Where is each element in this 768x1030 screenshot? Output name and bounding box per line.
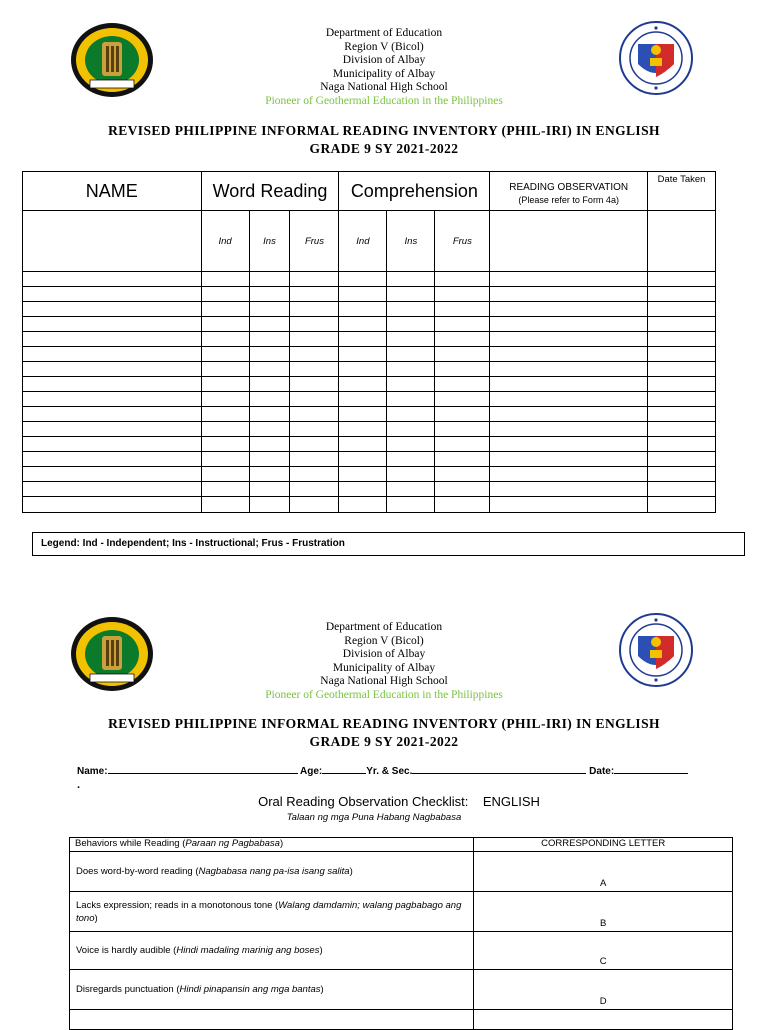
table-cell[interactable] [23, 482, 202, 497]
table-cell[interactable] [339, 287, 387, 302]
table-cell[interactable] [490, 302, 648, 317]
table-cell[interactable] [339, 272, 387, 287]
title-line-1: REVISED PHILIPPINE INFORMAL READING INVENTORY (PHIL-IRI) IN ENGLISH [108, 123, 660, 138]
table-cell[interactable] [490, 377, 648, 392]
name-subcell [23, 211, 202, 272]
table-cell[interactable] [648, 332, 716, 347]
checklist-title-lang: ENGLISH [482, 794, 540, 809]
table-cell[interactable] [387, 362, 435, 377]
table-cell[interactable] [201, 497, 249, 513]
checklist-row [70, 1010, 733, 1030]
title-line-2: GRADE 9 SY 2021-2022 [309, 141, 459, 156]
table-cell[interactable] [249, 362, 290, 377]
table-cell[interactable] [23, 392, 202, 407]
document-title-2 [0, 715, 768, 751]
table-cell[interactable] [387, 272, 435, 287]
date-taken-header: Date Taken [648, 172, 716, 211]
table-cell[interactable] [490, 437, 648, 452]
age-blank[interactable] [322, 763, 366, 774]
table-row [23, 467, 716, 482]
checklist-title-main: Oral Reading Observation Checklist: [258, 794, 469, 809]
table-cell[interactable] [339, 317, 387, 332]
table-cell[interactable] [201, 407, 249, 422]
table-cell[interactable] [387, 422, 435, 437]
table-cell[interactable] [290, 377, 339, 392]
table-cell[interactable] [23, 287, 202, 302]
table-cell[interactable] [290, 347, 339, 362]
table-cell[interactable] [249, 317, 290, 332]
corresponding-letter: A [474, 852, 733, 892]
table-cell[interactable] [339, 467, 387, 482]
table-cell[interactable] [23, 407, 202, 422]
table-cell[interactable] [339, 407, 387, 422]
table-cell[interactable] [435, 437, 490, 452]
table-cell[interactable] [387, 287, 435, 302]
table-cell[interactable] [490, 452, 648, 467]
word-reading-header: Word Reading [201, 172, 339, 211]
table-cell[interactable] [201, 362, 249, 377]
word-ins-header: Ins [249, 211, 290, 272]
table-cell[interactable] [435, 362, 490, 377]
table-cell[interactable] [648, 407, 716, 422]
table-cell[interactable] [387, 452, 435, 467]
table-cell[interactable] [249, 287, 290, 302]
table-cell[interactable] [435, 287, 490, 302]
word-frus-header: Frus [290, 211, 339, 272]
table-cell[interactable] [249, 482, 290, 497]
table-cell[interactable] [490, 287, 648, 302]
table-row [23, 497, 716, 513]
table-cell[interactable] [387, 407, 435, 422]
checklist-subtitle: Talaan ng mga Puna Habang Nagbabasa [286, 812, 462, 823]
table-cell[interactable] [339, 497, 387, 513]
behaviors-header: Behaviors while Reading (Paraan ng Pagbabasa) [70, 838, 474, 852]
table-cell[interactable] [23, 377, 202, 392]
corresponding-letter: C [474, 932, 733, 970]
table-cell[interactable] [23, 467, 202, 482]
table-cell[interactable] [435, 377, 490, 392]
header-line-1: Department of Education [325, 621, 443, 633]
table-cell[interactable] [201, 272, 249, 287]
checklist-table [69, 837, 733, 1030]
table-row [23, 407, 716, 422]
table-cell[interactable] [648, 362, 716, 377]
table-cell[interactable] [290, 482, 339, 497]
table-cell[interactable] [648, 497, 716, 513]
table-cell[interactable] [387, 482, 435, 497]
table-cell[interactable] [387, 317, 435, 332]
checklist-cell [474, 1010, 733, 1030]
header-line-5: Naga National High School [320, 81, 448, 93]
table-cell[interactable] [339, 377, 387, 392]
table-cell[interactable] [339, 392, 387, 407]
behavior-text: Voice is hardly audible (Hindi madaling marinig ang boses) [70, 932, 474, 970]
table-row [23, 317, 716, 332]
table-cell[interactable] [490, 422, 648, 437]
observation-subcell [490, 211, 648, 272]
table-cell[interactable] [290, 392, 339, 407]
header-line-4: Municipality of Albay [332, 67, 436, 80]
table-row [23, 422, 716, 437]
table-cell[interactable] [339, 482, 387, 497]
table-cell[interactable] [648, 467, 716, 482]
table-cell[interactable] [435, 317, 490, 332]
table-cell[interactable] [290, 437, 339, 452]
table-cell[interactable] [290, 467, 339, 482]
stray-dot: . [77, 779, 81, 791]
table-row [23, 332, 716, 347]
checklist-row [70, 970, 733, 1010]
table-cell[interactable] [201, 287, 249, 302]
table-cell[interactable] [23, 452, 202, 467]
checklist-row [70, 892, 733, 932]
table-cell[interactable] [490, 272, 648, 287]
agency-header [0, 27, 768, 108]
table-cell[interactable] [201, 332, 249, 347]
table-cell[interactable] [387, 302, 435, 317]
comp-ind-header: Ind [339, 211, 387, 272]
corresponding-letter-header: CORRESPONDING LETTER [474, 838, 733, 852]
table-cell[interactable] [249, 377, 290, 392]
table-cell[interactable] [490, 347, 648, 362]
document-title [0, 122, 768, 158]
table-cell[interactable] [23, 317, 202, 332]
table-cell[interactable] [23, 272, 202, 287]
table-cell[interactable] [648, 377, 716, 392]
name-header: NAME [23, 172, 202, 211]
table-row [23, 392, 716, 407]
table-cell[interactable] [435, 407, 490, 422]
table-cell[interactable] [648, 347, 716, 362]
table-cell[interactable] [23, 422, 202, 437]
checklist-title [0, 794, 768, 809]
header-line-3: Division of Albay [342, 648, 426, 660]
table-cell[interactable] [387, 392, 435, 407]
table-cell[interactable] [249, 452, 290, 467]
table-cell[interactable] [648, 392, 716, 407]
table-cell[interactable] [490, 362, 648, 377]
table-row [23, 482, 716, 497]
table-cell[interactable] [339, 347, 387, 362]
table-cell[interactable] [290, 317, 339, 332]
title-line-2: GRADE 9 SY 2021-2022 [309, 734, 459, 749]
table-cell[interactable] [387, 347, 435, 362]
table-row [23, 347, 716, 362]
name-label: Name: [77, 766, 108, 777]
student-info-line [77, 763, 688, 777]
table-cell[interactable] [201, 302, 249, 317]
behavior-text: Does word-by-word reading (Nagbabasa nang pa-isa isang salita) [70, 852, 474, 892]
table-row [23, 302, 716, 317]
table-cell[interactable] [23, 437, 202, 452]
table-cell[interactable] [201, 377, 249, 392]
yr-sec-blank[interactable] [412, 763, 586, 774]
table-cell[interactable] [435, 467, 490, 482]
table-cell[interactable] [249, 332, 290, 347]
table-cell[interactable] [249, 272, 290, 287]
title-line-1: REVISED PHILIPPINE INFORMAL READING INVENTORY (PHIL-IRI) IN ENGLISH [108, 716, 660, 731]
header-line-4: Municipality of Albay [332, 661, 436, 674]
agency-header-2 [0, 621, 768, 702]
table-cell[interactable] [490, 407, 648, 422]
table-cell[interactable] [249, 467, 290, 482]
header-line-3: Division of Albay [342, 54, 426, 66]
comprehension-header: Comprehension [339, 172, 490, 211]
table-cell[interactable] [339, 332, 387, 347]
table-cell[interactable] [387, 467, 435, 482]
table-cell[interactable] [201, 452, 249, 467]
table-cell[interactable] [23, 497, 202, 513]
table-cell[interactable] [201, 422, 249, 437]
table-cell[interactable] [290, 452, 339, 467]
table-cell[interactable] [490, 317, 648, 332]
table-cell[interactable] [435, 302, 490, 317]
header-line-2: Region V (Bicol) [344, 40, 424, 53]
behavior-text: Lacks expression; reads in a monotonous tone (Walang damdamin; walang pagbabago ang tono) [70, 892, 474, 932]
table-cell[interactable] [435, 497, 490, 513]
table-cell[interactable] [435, 392, 490, 407]
table-cell[interactable] [387, 497, 435, 513]
table-cell[interactable] [290, 422, 339, 437]
table-cell[interactable] [339, 422, 387, 437]
header-pioneer: Pioneer of Geothermal Education in the Philippines [265, 688, 503, 701]
blank-rows [23, 272, 716, 513]
corresponding-letter: D [474, 970, 733, 1010]
table-cell[interactable] [23, 302, 202, 317]
table-cell[interactable] [490, 482, 648, 497]
table-cell[interactable] [648, 302, 716, 317]
observation-line-1: READING OBSERVATION [509, 182, 629, 193]
table-cell[interactable] [290, 362, 339, 377]
table-cell[interactable] [23, 347, 202, 362]
table-cell[interactable] [648, 437, 716, 452]
comp-ins-header: Ins [387, 211, 435, 272]
header-pioneer: Pioneer of Geothermal Education in the Philippines [265, 94, 503, 107]
date-label: Date: [589, 766, 615, 777]
table-cell[interactable] [339, 452, 387, 467]
table-cell[interactable] [435, 422, 490, 437]
table-cell[interactable] [435, 272, 490, 287]
table-cell[interactable] [290, 332, 339, 347]
table-cell[interactable] [249, 347, 290, 362]
observation-line-2: (Please refer to Form 4a) [518, 195, 619, 205]
header-line-2: Region V (Bicol) [344, 634, 424, 647]
table-cell[interactable] [490, 467, 648, 482]
table-cell[interactable] [648, 287, 716, 302]
table-cell[interactable] [201, 437, 249, 452]
checklist-cell [70, 1010, 474, 1030]
corresponding-letter: B [474, 892, 733, 932]
table-cell[interactable] [249, 422, 290, 437]
table-cell[interactable] [249, 407, 290, 422]
table-cell[interactable] [201, 482, 249, 497]
table-cell[interactable] [290, 272, 339, 287]
reading-observation-header [490, 172, 648, 211]
legend: Legend: Ind - Independent; Ins - Instructional; Frus - Frustration [32, 532, 745, 556]
header-line-5: Naga National High School [320, 675, 448, 687]
table-cell[interactable] [201, 317, 249, 332]
table-cell[interactable] [648, 317, 716, 332]
table-row [23, 437, 716, 452]
table-cell[interactable] [435, 452, 490, 467]
table-cell[interactable] [201, 467, 249, 482]
table-row [23, 362, 716, 377]
table-cell[interactable] [290, 497, 339, 513]
table-cell[interactable] [201, 347, 249, 362]
table-cell[interactable] [290, 302, 339, 317]
comp-frus-header: Frus [435, 211, 490, 272]
table-cell[interactable] [339, 302, 387, 317]
table-cell[interactable] [249, 437, 290, 452]
date-blank[interactable] [614, 763, 688, 774]
header-line-1: Department of Education [325, 27, 443, 39]
checklist-row [70, 852, 733, 892]
yr-sec-label: Yr. & Sec. [366, 766, 413, 777]
table-cell[interactable] [435, 482, 490, 497]
table-cell[interactable] [387, 377, 435, 392]
table-cell[interactable] [648, 422, 716, 437]
table-cell[interactable] [23, 332, 202, 347]
table-row [23, 377, 716, 392]
table-cell[interactable] [290, 287, 339, 302]
behavior-text: Disregards punctuation (Hindi pinapansin ang mga bantas) [70, 970, 474, 1010]
table-cell[interactable] [490, 497, 648, 513]
table-cell[interactable] [339, 362, 387, 377]
date-subcell [648, 211, 716, 272]
table-cell[interactable] [249, 497, 290, 513]
table-row [23, 272, 716, 287]
table-cell[interactable] [249, 302, 290, 317]
table-cell[interactable] [249, 392, 290, 407]
table-cell[interactable] [23, 362, 202, 377]
table-row [23, 452, 716, 467]
word-ind-header: Ind [201, 211, 249, 272]
table-cell[interactable] [435, 332, 490, 347]
checklist-rows [70, 852, 733, 1030]
table-cell[interactable] [490, 392, 648, 407]
table-cell[interactable] [435, 347, 490, 362]
table-cell[interactable] [290, 407, 339, 422]
table-cell[interactable] [648, 272, 716, 287]
table-cell[interactable] [387, 332, 435, 347]
inventory-table [22, 171, 716, 513]
checklist-row [70, 932, 733, 970]
table-row [23, 287, 716, 302]
age-label: Age: [300, 766, 323, 777]
table-cell[interactable] [339, 437, 387, 452]
table-cell[interactable] [490, 332, 648, 347]
table-cell[interactable] [648, 452, 716, 467]
table-cell[interactable] [387, 437, 435, 452]
name-blank[interactable] [108, 763, 298, 774]
table-cell[interactable] [648, 482, 716, 497]
table-cell[interactable] [201, 392, 249, 407]
